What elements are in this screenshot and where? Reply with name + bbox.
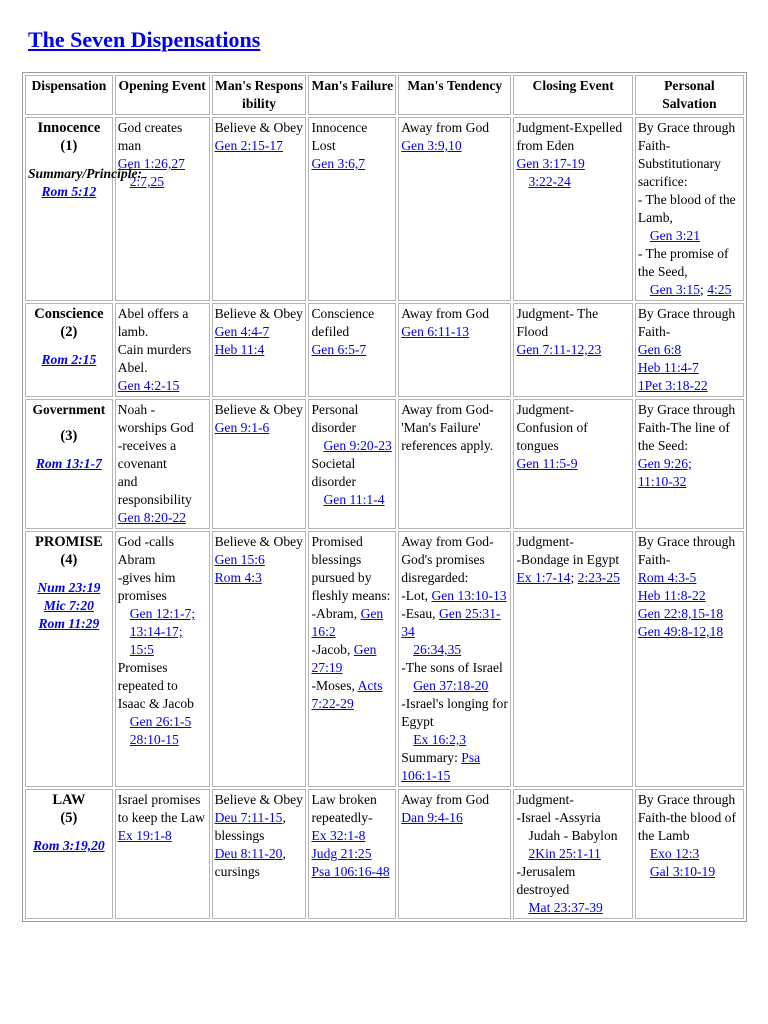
closing-cell xyxy=(513,303,632,397)
cell-text: -Lot, xyxy=(401,588,429,603)
cell-text: -The sons of Israel xyxy=(401,660,503,675)
cell-text: Judgment- xyxy=(516,792,574,807)
table-row xyxy=(25,303,744,397)
cell-text: By Grace through Faith-The line of the Seed: xyxy=(637,402,736,453)
tendency-cell xyxy=(398,531,511,787)
opening-cell xyxy=(115,531,210,787)
tendency-cell xyxy=(398,117,511,301)
cell-text: Judah - Babylon xyxy=(528,828,618,843)
cell-text: Cain murders Abel. xyxy=(117,342,192,375)
salvation-cell xyxy=(635,789,744,919)
cell-text: Judgment-Confusion of tongues xyxy=(516,402,588,453)
cell-text: - The blood of the Lamb, xyxy=(637,192,736,225)
scripture-link[interactable]: Heb 11:8-22 xyxy=(637,588,706,603)
header-failure: Man's Failure xyxy=(308,75,396,115)
dispensation-cell xyxy=(25,303,113,397)
scripture-link[interactable]: 2:23-25 xyxy=(577,570,620,585)
scripture-link[interactable]: Gen 2:15-17 xyxy=(214,138,283,153)
scripture-link[interactable]: Exo 12:3 xyxy=(649,846,700,861)
scripture-link[interactable]: Gen 11:5-9 xyxy=(516,456,578,471)
opening-cell xyxy=(115,303,210,397)
scripture-link[interactable]: Gen 3:15 xyxy=(649,282,701,297)
cell-text: Away from God-God's promises disregarded: xyxy=(401,534,494,585)
table-row xyxy=(25,117,744,301)
cell-text: -Israel -Assyria xyxy=(516,810,601,825)
failure-cell xyxy=(308,303,396,397)
tendency-cell xyxy=(398,303,511,397)
cell-text: Promised blessings pursued by fleshly means: xyxy=(311,534,391,603)
cell-text: Noah - xyxy=(117,402,156,417)
scripture-link[interactable]: Rom 3:19,20 xyxy=(32,838,105,853)
scripture-link[interactable]: Judg 21:25 xyxy=(311,846,372,861)
scripture-link[interactable]: Mat 23:37-39 xyxy=(528,900,603,915)
tendency-cell xyxy=(398,399,511,529)
cell-text: -Bondage in Egypt xyxy=(516,552,620,567)
cell-text: By Grace through Faith-Substitutionary sacrifice: xyxy=(637,120,736,189)
scripture-link[interactable]: Rom 5:12 xyxy=(41,184,97,199)
cell-text: -Jacob, xyxy=(311,642,351,657)
cell-text: - The promise of the Seed, xyxy=(637,246,729,279)
cell-text: Conscience defiled xyxy=(311,306,375,339)
table-row xyxy=(25,531,744,787)
scripture-link[interactable]: 13:14-17; xyxy=(129,624,183,639)
scripture-link[interactable]: Deu 7:11-15 xyxy=(214,810,283,825)
cell-text: -Abram, xyxy=(311,606,358,621)
cell-text: God -calls Abram xyxy=(117,534,174,567)
cell-text: worships God xyxy=(117,420,194,435)
opening-cell xyxy=(115,117,210,301)
failure-cell xyxy=(308,399,396,529)
scripture-link[interactable]: Gen 27:19 xyxy=(311,642,377,675)
scripture-link[interactable]: Rom 2:15 xyxy=(41,352,97,367)
failure-cell xyxy=(308,117,396,301)
scripture-link[interactable]: 26:34,35 xyxy=(413,642,462,657)
scripture-link[interactable]: 1Pet 3:18-22 xyxy=(637,378,708,393)
scripture-link[interactable]: Gen 3:6,7 xyxy=(311,156,366,171)
cell-text: Judgment- xyxy=(516,534,574,549)
tendency-cell xyxy=(398,789,511,919)
header-dispensation: Dispensation xyxy=(25,75,113,115)
cell-text: Personal disorder xyxy=(311,402,359,435)
dispensation-name: Innocence xyxy=(37,120,101,136)
scripture-link[interactable]: Gen 16:2 xyxy=(311,606,384,639)
dispensation-name: Conscience xyxy=(34,306,104,322)
cell-text: -Esau, xyxy=(401,606,436,621)
scripture-link[interactable]: 2Kin 25:1-11 xyxy=(528,846,601,861)
cell-text: -Jerusalem destroyed xyxy=(516,864,576,897)
scripture-link[interactable]: Gen 22:8,15-18 xyxy=(637,606,724,621)
cell-text: Believe & Obey xyxy=(214,120,303,135)
scripture-link[interactable]: Gen 6:8 xyxy=(637,342,682,357)
responsibility-cell: Believe & Obey Deu 7:11-15, blessings Deu 8:11-20, cursings xyxy=(212,789,307,919)
header-salvation: Personal Salvation xyxy=(635,75,744,115)
dispensation-number: (5) xyxy=(60,810,78,826)
scripture-link[interactable]: Gen 3:17-19 xyxy=(516,156,585,171)
scripture-link[interactable]: Gen 7:11-12,23 xyxy=(516,342,602,357)
scripture-link[interactable]: Ex 1:7-14 xyxy=(516,570,571,585)
scripture-link[interactable]: Gen 1:26,27 xyxy=(117,156,185,171)
scripture-link[interactable]: Gen 26:1-5 xyxy=(129,714,192,729)
scripture-link[interactable]: Gen 37:18-20 xyxy=(413,678,489,693)
scripture-link[interactable]: Heb 11:4 xyxy=(214,342,265,357)
salvation-cell xyxy=(635,531,744,787)
cell-text: Abel offers a lamb. xyxy=(117,306,189,339)
scripture-link[interactable]: Gen 12:1-7; xyxy=(129,606,196,621)
scripture-link[interactable]: Gen 4:2-15 xyxy=(117,378,180,393)
page-title[interactable]: The Seven Dispensations xyxy=(28,27,261,52)
cell-text: Believe & Obey xyxy=(214,402,303,417)
cell-text: and responsibility xyxy=(117,474,192,507)
cell-text: -Israel's longing for Egypt xyxy=(401,696,508,729)
dispensation-name: Government xyxy=(32,402,106,417)
cell-text: God creates man xyxy=(117,120,183,153)
closing-cell xyxy=(513,789,632,919)
dispensation-cell xyxy=(25,789,113,919)
responsibility-cell xyxy=(212,399,307,529)
scripture-link[interactable]: Num 23:19 xyxy=(37,580,101,595)
scripture-link[interactable]: Gen 8:20-22 xyxy=(117,510,187,525)
salvation-cell xyxy=(635,399,744,529)
scripture-link[interactable]: Psa 106:16-48 xyxy=(311,864,390,879)
scripture-link[interactable]: 2:7,25 xyxy=(129,174,165,189)
responsibility-cell xyxy=(212,117,307,301)
dispensation-name: PROMISE xyxy=(35,534,103,550)
cell-text: cursings xyxy=(214,864,260,879)
scripture-link[interactable]: Rom 4:3-5 xyxy=(637,570,697,585)
cell-text: Believe & Obey xyxy=(214,306,303,321)
responsibility-cell xyxy=(212,531,307,787)
cell-text: By Grace through Faith- xyxy=(637,306,736,339)
cell-text: By Grace through Faith-the blood of the Lamb xyxy=(637,792,736,843)
cell-text: -receives a covenant xyxy=(117,438,177,471)
failure-cell xyxy=(308,531,396,787)
dispensation-cell xyxy=(25,531,113,787)
table-row xyxy=(25,399,744,529)
cell-text: Israel promises to keep the Law xyxy=(117,792,205,825)
header-closing-event: Closing Event xyxy=(513,75,632,115)
scripture-link[interactable]: Ex 16:2,3 xyxy=(413,732,467,747)
cell-text: -Moses, xyxy=(311,678,355,693)
scripture-link[interactable]: Ex 32:1-8 xyxy=(311,828,366,843)
cell-text: Law broken repeatedly- xyxy=(311,792,377,825)
scripture-link[interactable]: 15:5 xyxy=(129,642,154,657)
scripture-link[interactable]: Gal 3:10-19 xyxy=(649,864,716,879)
scripture-link[interactable]: Ex 19:1-8 xyxy=(117,828,172,843)
dispensation-cell xyxy=(25,399,113,529)
scripture-link[interactable]: 11:10-32 xyxy=(637,474,687,489)
dispensation-number: (3) xyxy=(60,428,78,444)
scripture-link[interactable]: Gen 6:11-13 xyxy=(401,324,470,339)
scripture-link[interactable]: Rom 13:1-7 xyxy=(35,456,102,471)
scripture-link[interactable]: 28:10-15 xyxy=(129,732,179,747)
scripture-link[interactable]: 4:25 xyxy=(707,282,732,297)
failure-cell xyxy=(308,789,396,919)
summary-label: Summary/Principle: xyxy=(28,166,143,181)
header-tendency: Man's Tendency xyxy=(398,75,511,115)
closing-cell xyxy=(513,399,632,529)
dispensation-cell xyxy=(25,117,143,301)
scripture-link[interactable]: Rom 4:3 xyxy=(214,570,262,585)
responsibility-cell xyxy=(212,303,307,397)
header-opening-event: Opening Event xyxy=(115,75,210,115)
dispensation-name: LAW xyxy=(52,792,86,808)
closing-cell xyxy=(513,117,632,301)
scripture-link[interactable]: Gen 15:6 xyxy=(214,552,265,567)
scripture-link[interactable]: Gen 49:8-12,18 xyxy=(637,624,724,639)
scripture-link[interactable]: Deu 8:11-20 xyxy=(214,846,283,861)
opening-cell xyxy=(115,789,210,919)
scripture-link[interactable]: Gen 6:5-7 xyxy=(311,342,367,357)
cell-text: Away from God-'Man's Failure' references apply. xyxy=(401,402,494,453)
cell-text: By Grace through Faith- xyxy=(637,534,736,567)
opening-cell xyxy=(115,399,210,529)
cell-text: Summary: xyxy=(401,750,458,765)
scripture-link[interactable]: Gen 9:1-6 xyxy=(214,420,270,435)
scripture-link[interactable]: Mic 7:20 xyxy=(43,598,94,613)
scripture-link[interactable]: Psa 106:1-15 xyxy=(401,750,481,783)
cell-text: Innocence Lost xyxy=(311,120,368,153)
cell-text: Believe & Obey xyxy=(214,792,303,807)
scripture-link[interactable]: Gen 9:26; xyxy=(637,456,692,471)
cell-text: -gives him promises xyxy=(117,570,176,603)
cell-text: Judgment- The Flood xyxy=(516,306,599,339)
scripture-link[interactable]: Gen 3:9,10 xyxy=(401,138,462,153)
salvation-cell: By Grace through Faith-Substitutionary sacrifice: - The blood of the Lamb, Gen 3:21 - The promise of the Seed, Gen 3:15; 4:25 xyxy=(635,117,744,301)
dispensation-number: (1) xyxy=(60,138,78,154)
header-responsibility: Man's Responsibility xyxy=(212,75,307,115)
cell-text: Away from God xyxy=(401,306,490,321)
table-row xyxy=(25,789,744,919)
scripture-link[interactable]: Gen 11:1-4 xyxy=(323,492,385,507)
scripture-link[interactable]: 3:22-24 xyxy=(528,174,571,189)
salvation-cell xyxy=(635,303,744,397)
cell-text: Away from God xyxy=(401,792,490,807)
dispensations-table xyxy=(22,72,747,922)
cell-text: blessings xyxy=(214,828,265,843)
header-row xyxy=(25,75,744,115)
cell-text: Believe & Obey xyxy=(214,534,303,549)
cell-text: Judgment-Expelled from Eden xyxy=(516,120,623,153)
scripture-link[interactable]: Gen 13:10-13 xyxy=(431,588,507,603)
cell-text: Away from God xyxy=(401,120,490,135)
scripture-link[interactable]: Gen 3:21 xyxy=(649,228,701,243)
scripture-link[interactable]: Dan 9:4-16 xyxy=(401,810,463,825)
scripture-link[interactable]: Acts 7:22-29 xyxy=(311,678,383,711)
scripture-link[interactable]: Heb 11:4-7 xyxy=(637,360,699,375)
cell-text: Societal disorder xyxy=(311,456,357,489)
dispensation-number: (4) xyxy=(60,552,78,568)
scripture-link[interactable]: Gen 25:31-34 xyxy=(401,606,501,639)
scripture-link[interactable]: Rom 11:29 xyxy=(38,616,100,631)
cell-text: Promises repeated to Isaac & Jacob xyxy=(117,660,194,711)
scripture-link[interactable]: Gen 9:20-23 xyxy=(323,438,392,453)
dispensation-number: (2) xyxy=(60,324,78,340)
scripture-link[interactable]: Gen 4:4-7 xyxy=(214,324,270,339)
closing-cell: Judgment- -Bondage in Egypt Ex 1:7-14; 2:23-25 xyxy=(513,531,632,787)
